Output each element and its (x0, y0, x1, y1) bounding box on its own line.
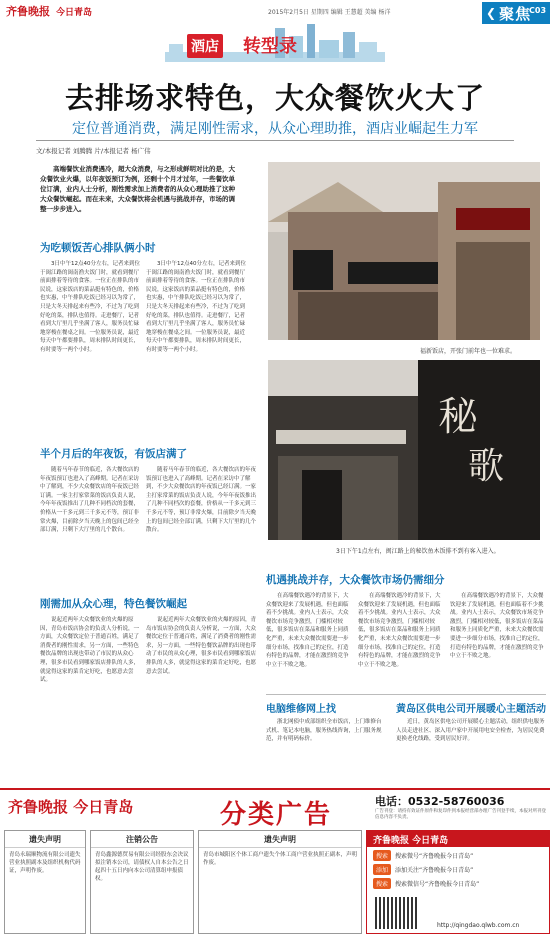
section-body-4c: 在高端餐饮遇冷的背景下，大众餐饮迎来了发展机遇，但也面临着不少挑战。业内人士表示，大众餐饮市场竞争激烈，门槛相对较低，很多饭店在菜品和服务上同质化严重，未来大众餐饮需要进一步细分市场，找准自己的定位，打造有特色的品牌，才能在激烈的竞争中立于不败之地。 (450, 593, 544, 660)
promo-row-text: 添加关注“齐鲁晚报今日青岛” (395, 867, 474, 874)
ad-box-1 (4, 830, 86, 934)
lead-paragraph: 高端餐饮业消费遇冷，超大众消费，与之形成鲜明对比的是，大众餐饮业火爆，以年夜饭预订为例，还剩十个月才过年，一些餐饮单位订满，业内人士分析，刚性需求加上消费者的从众心理助推了这种大众餐饮崛起。而在未来，大众餐饮将会机遇与挑战并存，市场的调整一步步进入。 (40, 165, 235, 213)
photo-caption-2: 3日下午1点左右，闽江路上的秘饮鱼木饭排不到有客入进入。 (336, 548, 500, 555)
promo-head: 齐鲁晚报 今日青岛 (367, 831, 549, 847)
section-title-3: 刚需加从众心理，特色餐饮崛起 (40, 598, 187, 610)
byline: 文/本报记者 刘腾腾 片/本报记者 杨广伟 (36, 147, 151, 155)
promo-row-text: 搜索微信号“齐鲁晚报今日青岛” (395, 881, 480, 888)
column-tag-transform: 转型录 (243, 36, 297, 57)
promo-url[interactable]: http://qingdao.qlwb.com.cn (437, 922, 520, 929)
promo-pill: 搜索 (373, 850, 391, 861)
ad-box-2-head: 注销公告 (91, 831, 193, 848)
promo-pill: 添加 (373, 864, 391, 875)
edition-name: 今日青岛 (56, 7, 93, 18)
restaurant-photo-2-image (268, 360, 540, 540)
column-tag-hotel: 酒店 (187, 34, 223, 58)
svg-text:歌: 歌 (468, 446, 505, 487)
promo-row-text: 搜索微号“齐鲁晚报今日青岛” (395, 853, 474, 860)
qr-code-icon (375, 897, 419, 929)
section-body-1a: 3日中午12点40分左右，记者来到位于闽江路的闽南渔夫饭门时，就看到餐厅前面排着等待的食客。一位正在排队的市民说，这家饭店的菜品挺有特色的，价格也实惠，中午排队吃饭已经习以为常了，只是大冬天排起来有些冷，不过为了吃到好吃的菜，排队也值得。走进餐厅，记者看到大厅里几乎坐满了客人，服务员忙碌地穿梭在餐桌之间。一位服务员说，最近每天中午都要排队，周末排队时间更长，有时要等一两个小时。 (40, 261, 140, 353)
svg-text:秘: 秘 (438, 394, 478, 440)
chevron-right-icon: ❮ (486, 6, 497, 20)
headline: 去排场求特色，大众餐饮火大了 (64, 81, 485, 115)
ad-title: 分类广告 (220, 800, 333, 830)
section-body-2a: 随着马年春节的临近，各大餐饮店的年夜饭预订也进入了高峰期。记者在采访中了解到，不少大众餐饮店的年夜饭已经订满。一家主打家常菜的饭店负责人说，今年年夜饭推出了几种不同档次的套餐，价格从一千多元到三千多元不等，预订非常火爆，目前除夕当天晚上的包间已经全部订满，只剩下大厅里的几个散台。 (40, 467, 140, 534)
photo-caption-1: 福新饭店，开张门前年也一位难求。 (420, 348, 517, 355)
ad-box-1-head: 遗失声明 (5, 831, 85, 848)
section-body-2b: 随着马年春节的临近，各大餐饮店的年夜饭预订也进入了高峰期。记者在采访中了解到，不少大众餐饮店的年夜饭已经订满。一家主打家常菜的饭店负责人说，今年年夜饭推出了几种不同档次的套餐，价格从一千多元到三千多元不等，预订非常火爆，目前除夕当天晚上的包间已经全部订满，只剩下大厅里的几个散台。 (146, 467, 256, 534)
brief-body-1: 浙北网侦中成部组织全市饭店，上门维修台式机、笔记本电脑，服务热线咨询，上门服务规范，并有明码标价。 (266, 719, 382, 743)
section-title-2: 半个月后的年夜饭，有饭店满了 (40, 448, 187, 460)
ad-note: 广告刊登：请持有效证件原件和复印件到本报经营部办理广告刊登手续，本报对所刊登信息内容不负责。 (375, 809, 546, 820)
section-title-4: 机遇挑战并存，大众餐饮市场仍需细分 (266, 574, 445, 586)
section-body-3b: 说起近两年大众餐饮业的火爆的原因，青岛市饭店协会的负责人分析说，一方面，大众餐饮定位于普通百姓，满足了消费者的刚性需求，另一方面，一些特色餐饮品牌的出现也带动了市民的从众心理，很多市民看到哪家饭店排队的人多，就觉得这家的菜肯定好吃，也愿意去尝试。 (146, 617, 256, 675)
section-body-1b: 3日中午12点40分左右，记者来到位于闽江路的闽南渔夫饭门时，就看到餐厅前面排着等待的食客。一位正在排队的市民说，这家饭店的菜品挺有特色的，价格也实惠，中午排队吃饭已经习以为常了，只是大冬天排起来有些冷，不过为了吃到好吃的菜，排队也值得。走进餐厅，记者看到大厅里几乎坐满了客人，服务员忙碌地穿梭在餐桌之间。一位服务员说，最近每天中午都要排队，周末排队时间更长，有时要等一两个小时。 (146, 261, 246, 353)
promo-row (373, 878, 543, 889)
restaurant-photo-1 (268, 162, 540, 340)
section-body-3a: 说起近两年大众餐饮业的火爆的原因，青岛市饭店协会的负责人分析说，一方面，大众餐饮定位于普通百姓，满足了消费者的刚性需求，另一方面，一些特色餐饮品牌的出现也带动了市民的从众心理，很多市民看到哪家饭店排队的人多，就觉得这家的菜肯定好吃，也愿意去尝试。 (40, 617, 140, 684)
section-label: 聚焦 (499, 4, 532, 23)
ad-phone: 电话：0532-58760036 (375, 795, 505, 808)
ad-logo: 齐鲁晚报 今日青岛 (8, 798, 134, 816)
brief-body-2: 近日，黄岛区供电公司开展暖心主题活动，组织供电服务人员走进社区、深入用户家中开展用电安全检查，为居民免费更换老化线路，受到居民好评。 (396, 719, 545, 743)
ad-box-2-body: 青岛鑫源德贸易有限公司经股东会决议拟注销本公司，请债权人自本公告之日起四十五日内向本公司清算组申报债权。 (95, 852, 189, 882)
restaurant-photo-1-image (268, 162, 540, 340)
ad-box-2 (90, 830, 194, 934)
restaurant-photo-2 (268, 360, 540, 540)
section-title-1: 为吃顿饭苦心排队俩小时 (40, 242, 156, 254)
subhead: 定位普通消费，满足刚性需求，从众心理助推，酒店业崛起生力军 (72, 121, 478, 137)
promo-row (373, 850, 543, 861)
promo-pill: 搜索 (373, 878, 391, 889)
section-body-4b: 在高端餐饮遇冷的背景下，大众餐饮迎来了发展机遇，但也面临着不少挑战。业内人士表示，大众餐饮市场竞争激烈，门槛相对较低，很多饭店在菜品和服务上同质化严重，未来大众餐饮需要进一步细分市场，找准自己的定位，打造有特色的品牌，才能在激烈的竞争中立于不败之地。 (358, 593, 441, 668)
brief-title-2: 黄岛区供电公司开展暖心主题活动 (396, 704, 546, 715)
wechat-promo (366, 830, 550, 934)
masthead: 齐鲁晚报 (6, 5, 50, 18)
dateline: 2015年2月5日 星期四 编辑 王慧超 美编 杨洋 (268, 9, 391, 16)
ad-box-1-body: 青岛永瑞顺物流有限公司遗失营业执照副本及组织机构代码证，声明作废。 (9, 852, 81, 874)
column-banner (165, 22, 385, 62)
page-number: C03 (529, 6, 547, 15)
ad-box-3-head: 遗失声明 (199, 831, 361, 848)
promo-row (373, 864, 543, 875)
classified-ad-band (0, 788, 550, 828)
brief-title-1: 电脑维修网上找 (266, 704, 336, 715)
section-body-4a: 在高端餐饮遇冷的背景下，大众餐饮迎来了发展机遇，但也面临着不少挑战。业内人士表示，大众餐饮市场竞争激烈，门槛相对较低，很多饭店在菜品和服务上同质化严重，未来大众餐饮需要进一步细分市场，找准自己的定位，打造有特色的品牌，才能在激烈的竞争中立于不败之地。 (266, 593, 349, 668)
divider (266, 694, 546, 695)
divider (36, 140, 514, 141)
ad-box-3 (198, 830, 362, 934)
ad-box-3-body: 青岛市城阳区个体工商户遗失个体工商户营业执照正副本，声明作废。 (203, 852, 358, 866)
